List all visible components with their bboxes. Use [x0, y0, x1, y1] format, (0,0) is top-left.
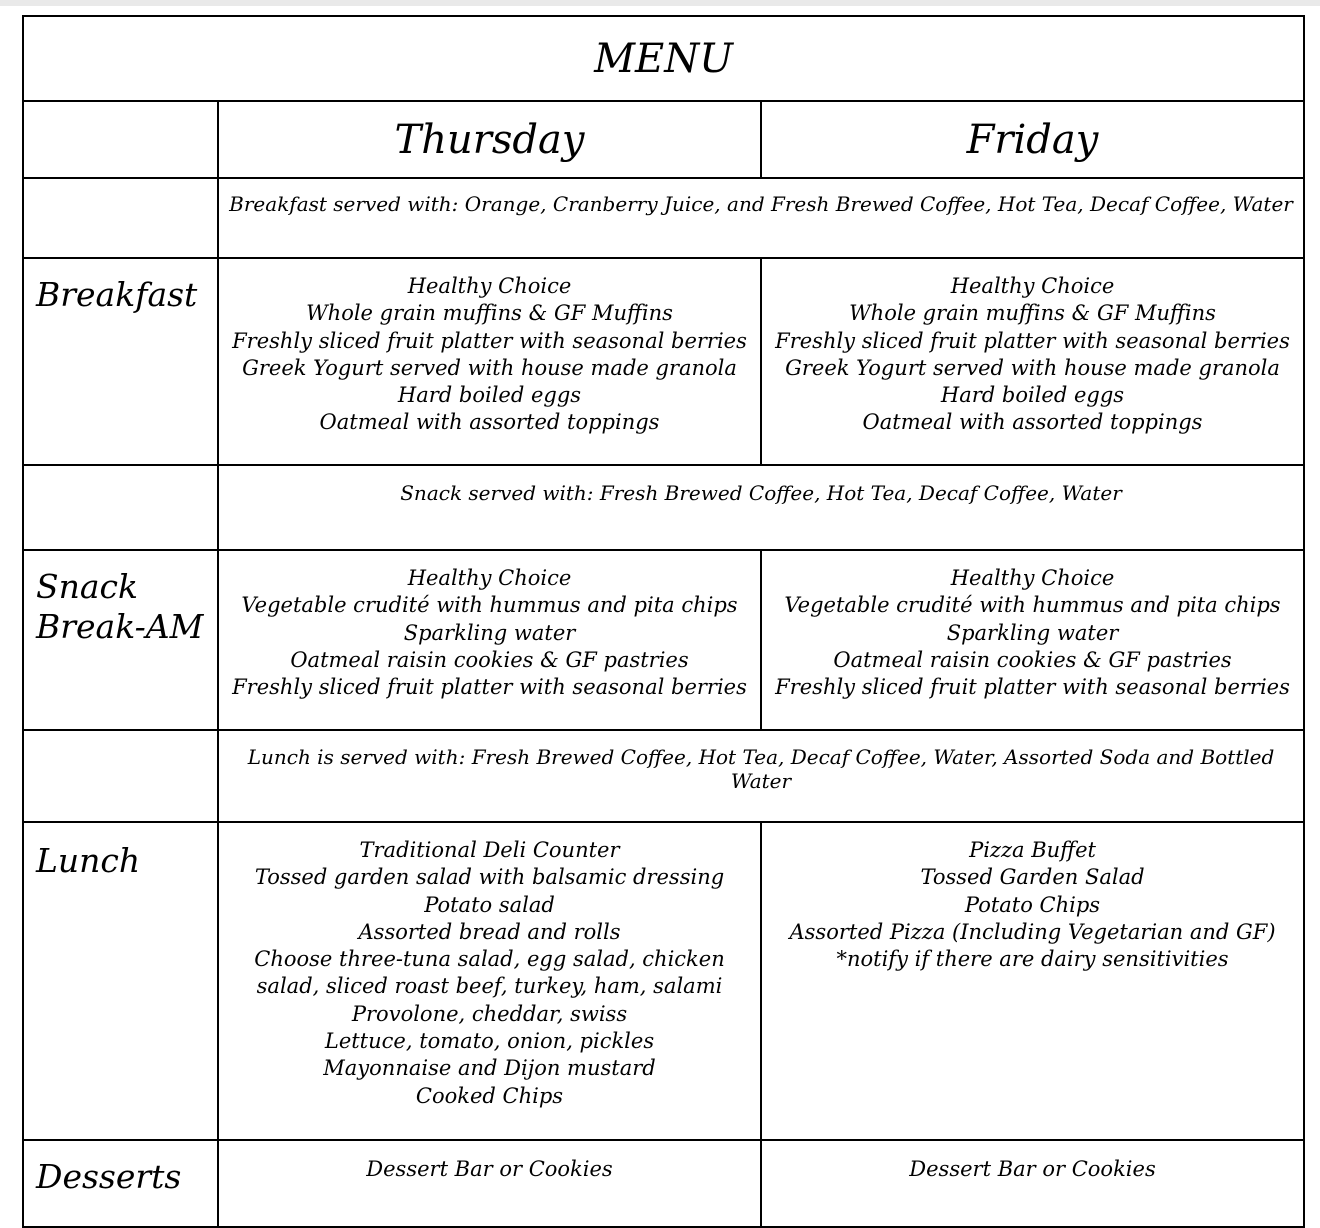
- menu-item: Potato salad: [424, 892, 555, 917]
- menu-item: Hard boiled eggs: [940, 383, 1125, 408]
- menu-item: Mayonnaise and Dijon mustard: [323, 1056, 656, 1081]
- menu-item: Traditional Deli Counter: [359, 838, 620, 862]
- menu-item: Greek Yogurt served with house made granola: [242, 355, 737, 380]
- meal-label-desserts: Desserts: [23, 1140, 218, 1227]
- desserts-friday-item: Dessert Bar or Cookies: [761, 1140, 1304, 1227]
- menu-item: Cooked Chips: [415, 1083, 564, 1108]
- menu-item: Provolone, cheddar, swiss: [351, 1001, 628, 1026]
- snack-note-row: [23, 465, 1304, 550]
- snack-row: [23, 550, 1304, 730]
- menu-item: Freshly sliced fruit platter with seasonal berries: [775, 675, 1290, 700]
- menu-item: Freshly sliced fruit platter with seasonal berries: [232, 328, 747, 353]
- menu-item: Assorted bread and rolls: [358, 919, 621, 944]
- lunch-note-row: [23, 730, 1304, 822]
- lunch-row: [23, 822, 1304, 1140]
- day-header-thursday: Thursday: [218, 101, 761, 178]
- lunch-thursday-items: [218, 822, 761, 1140]
- menu-item: Pizza Buffet: [969, 838, 1096, 862]
- menu-item: Hard boiled eggs: [397, 383, 582, 408]
- desserts-row: [23, 1140, 1304, 1227]
- day-header-friday: Friday: [761, 101, 1304, 178]
- lunch-friday-items: [761, 822, 1304, 1140]
- menu-item: Oatmeal with assorted toppings: [862, 410, 1203, 435]
- lunch-beverages-note: Lunch is served with: Fresh Brewed Coffee, Hot Tea, Decaf Coffee, Water, Assorted Soda and Bottled Water: [218, 730, 1304, 822]
- meal-label-snack-line1: Snack: [36, 567, 139, 606]
- meal-label-snack-line2: Break-AM: [36, 607, 204, 646]
- menu-item: Vegetable crudité with hummus and pita chips: [241, 593, 738, 618]
- menu-item: Potato Chips: [964, 892, 1101, 917]
- menu-item: Healthy Choice: [407, 274, 572, 298]
- menu-item: Vegetable crudité with hummus and pita chips: [784, 593, 1281, 618]
- breakfast-row: [23, 258, 1304, 465]
- menu-item: Freshly sliced fruit platter with seasonal berries: [232, 675, 747, 700]
- menu-item: Assorted Pizza (Including Vegetarian and GF): [789, 919, 1276, 944]
- snack-thursday-items: [218, 550, 761, 730]
- day-header-row: [23, 101, 1304, 178]
- snack-friday-items: [761, 550, 1304, 730]
- menu-item: Whole grain muffins & GF Muffins: [306, 301, 673, 326]
- menu-item: Sparkling water: [403, 620, 576, 645]
- empty-label-cell: [23, 730, 218, 822]
- page-top-edge: [0, 0, 1320, 6]
- empty-label-cell: [23, 465, 218, 550]
- empty-label-cell: [23, 178, 218, 258]
- meal-label-breakfast: Breakfast: [23, 258, 218, 465]
- menu-item: Healthy Choice: [407, 566, 572, 590]
- menu-item: *notify if there are dairy sensitivities: [836, 947, 1229, 972]
- breakfast-note-row: [23, 178, 1304, 258]
- menu-item: Lettuce, tomato, onion, pickles: [324, 1029, 655, 1054]
- desserts-thursday-item: Dessert Bar or Cookies: [218, 1140, 761, 1227]
- snack-beverages-note: Snack served with: Fresh Brewed Coffee, Hot Tea, Decaf Coffee, Water: [218, 465, 1304, 550]
- menu-item: Oatmeal raisin cookies & GF pastries: [290, 647, 689, 672]
- breakfast-thursday-items: [218, 258, 761, 465]
- menu-item: Freshly sliced fruit platter with seasonal berries: [775, 328, 1290, 353]
- menu-item: Greek Yogurt served with house made granola: [785, 355, 1280, 380]
- menu-title: MENU: [23, 16, 1304, 101]
- title-row: [23, 16, 1304, 101]
- meal-label-snack: [23, 550, 218, 730]
- menu-item: Tossed Garden Salad: [920, 865, 1145, 890]
- menu-item: Tossed garden salad with balsamic dressing: [254, 865, 725, 890]
- empty-corner-cell: [23, 101, 218, 178]
- menu-table: [22, 15, 1305, 1228]
- menu-item: Healthy Choice: [950, 274, 1115, 298]
- breakfast-friday-items: [761, 258, 1304, 465]
- menu-item: Sparkling water: [946, 620, 1119, 645]
- menu-item: Healthy Choice: [950, 566, 1115, 590]
- breakfast-beverages-note: Breakfast served with: Orange, Cranberry Juice, and Fresh Brewed Coffee, Hot Tea, Decaf Coffee, Water: [218, 178, 1304, 258]
- menu-item: Oatmeal with assorted toppings: [319, 410, 660, 435]
- menu-item: Whole grain muffins & GF Muffins: [849, 301, 1216, 326]
- menu-item: Oatmeal raisin cookies & GF pastries: [833, 647, 1232, 672]
- meal-label-lunch: Lunch: [23, 822, 218, 1140]
- menu-item: Choose three-tuna salad, egg salad, chicken salad, sliced roast beef, turkey, ham, salami: [254, 947, 725, 999]
